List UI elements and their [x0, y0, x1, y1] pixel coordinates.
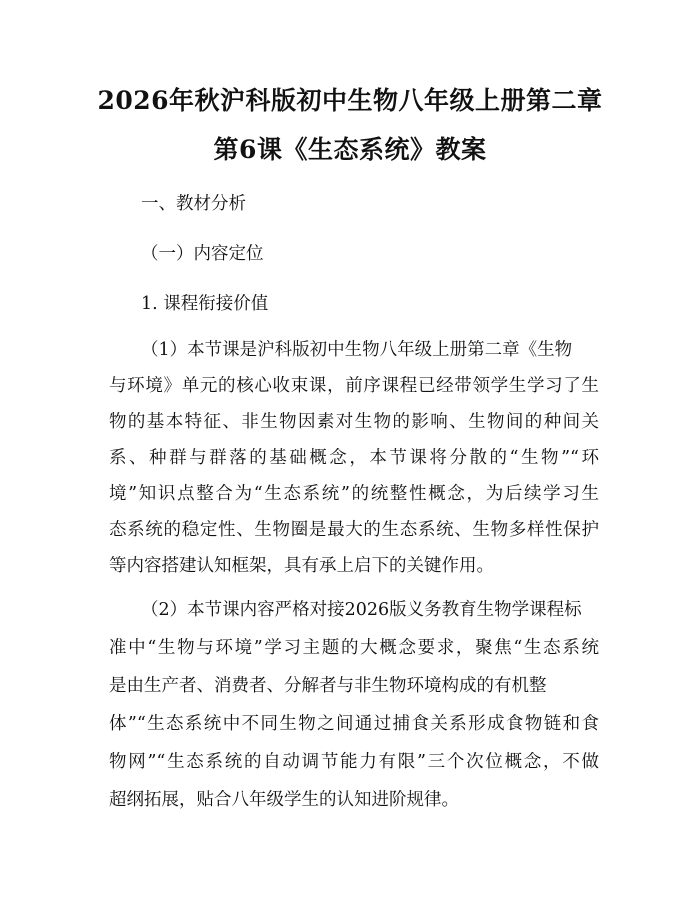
paragraph-2-line: 物网”“生态系统的自动调节能力有限”三个次位概念，不做 — [109, 752, 599, 772]
paragraph-1-line: 物的基本特征、非生物因素对生物的影响、生物间的种间关 — [109, 412, 599, 432]
paragraph-2-line: 体”“生态系统中不同生物之间通过捕食关系形成食物链和食 — [109, 714, 599, 734]
paragraph-1-line: （1）本节课是沪科版初中生物八年级上册第二章《生物 — [141, 340, 573, 360]
paragraph-2-line: （2）本节课内容严格对接2026版义务教育生物学课程标 — [141, 600, 582, 620]
paragraph-1-line: 系、种群与群落的基础概念，本节课将分散的“生物”“环 — [109, 448, 599, 468]
section-heading: 一、教材分析 — [141, 194, 246, 214]
paragraph-2-line: 是由生产者、消费者、分解者与非生物环境构成的有机整 — [109, 676, 547, 696]
item-heading: 1. 课程衔接价值 — [141, 294, 269, 314]
document-title-line-1: 2026年秋沪科版初中生物八年级上册第二章 — [97, 86, 603, 115]
paragraph-1-line: 与环境》单元的核心收束课，前序课程已经带领学生学习了生 — [109, 376, 599, 396]
paragraph-1-line: 态系统的稳定性、生物圈是最大的生态系统、生物多样性保护 — [109, 520, 599, 540]
paragraph-2-line: 超纲拓展，贴合八年级学生的认知进阶规律。 — [109, 790, 459, 810]
paragraph-1-line: 等内容搭建认知框架，具有承上启下的关键作用。 — [109, 556, 494, 576]
paragraph-1-line: 境”知识点整合为“生态系统”的统整性概念，为后续学习生 — [109, 484, 599, 504]
document-title-line-2: 第6课《生态系统》教案 — [213, 135, 487, 164]
paragraph-2-line: 准中“生物与环境”学习主题的大概念要求，聚焦“生态系统 — [109, 638, 599, 658]
subsection-heading: （一）内容定位 — [141, 244, 264, 264]
